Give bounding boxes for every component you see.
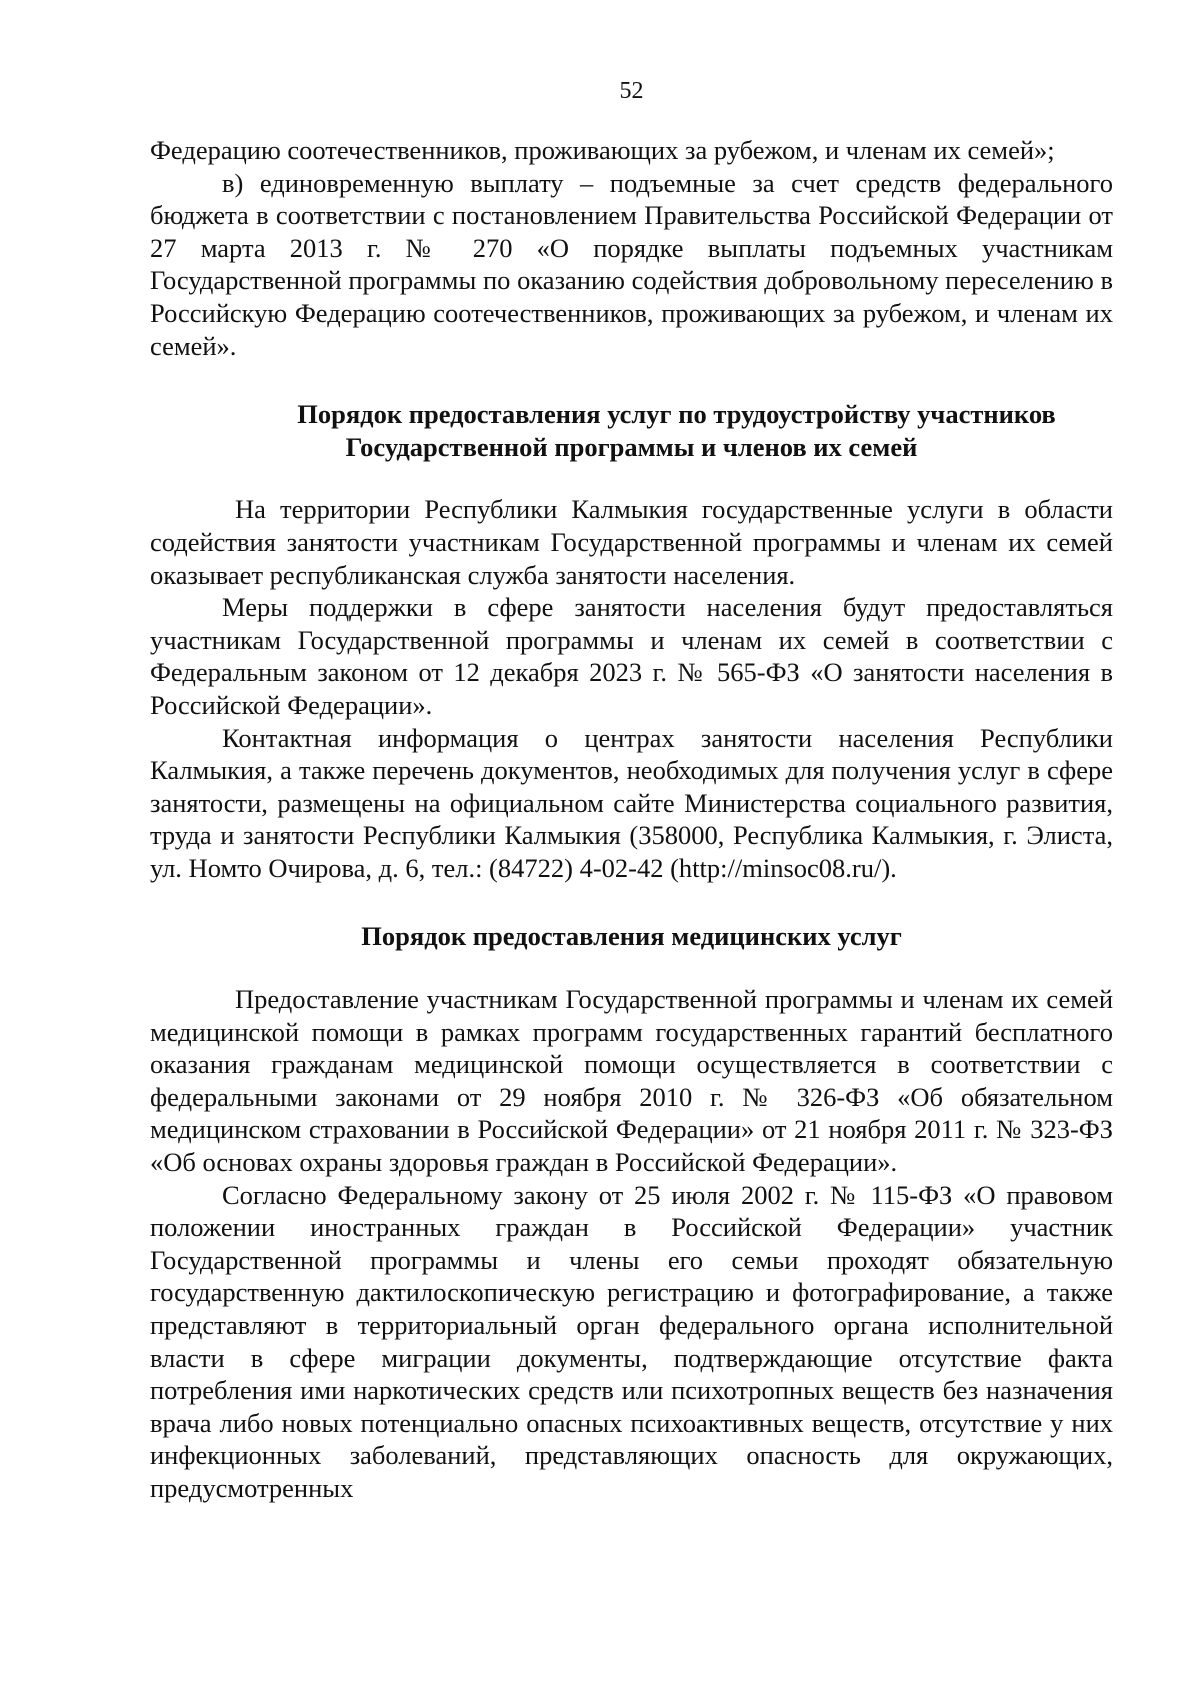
paragraph-employment-services: На территории Республики Калмыкия государственные услуги в области содействия занятости участникам Государственной программы и членам их семей оказывает республиканская служба занятости населения.: [150, 494, 1113, 590]
spacer: [150, 953, 1113, 983]
paragraph-lump-sum-payment: в) единовременную выплату – подъемные за счет средств федерального бюджета в соответствии с постановлением Правительства Российской Федерации от 27 марта 2013 г. № 270 «О порядке выплаты подъемных участникам Государственной программы по оказанию содействия добровольному переселению в Российскую Федерацию соотечественников, проживающих за рубежом, и членам их семей».: [150, 167, 1113, 361]
paragraph-medical-care: Предоставление участникам Государственной программы и членам их семей медицинской помощи в рамках программ государственных гарантий бесплатного оказания гражданам медицинской помощи осуществляется в соответствии с федеральными законами от 29 ноября 2010 г. № 326-ФЗ «Об обязательном медицинском страховании в Российской Федерации» от 21 ноября 2011 г. № 323-ФЗ «Об основах охраны здоровья граждан в Российской Федерации».: [150, 984, 1113, 1178]
spacer: [150, 362, 1113, 398]
spacer: [150, 463, 1113, 493]
paragraph-employment-support: Меры поддержки в сфере занятости населения будут предоставляться участникам Государственной программы и членам их семей в соответствии с Федеральным законом от 12 декабря 2023 г. № 565-ФЗ «О занятости населения в Российской Федерации».: [150, 592, 1113, 720]
document-page: [150, 0, 1113, 1697]
paragraph-registration: Согласно Федеральному закону от 25 июля 2002 г. № 115-ФЗ «О правовом положении иностранных граждан в Российской Федерации» участник Государственной программы и члены его семьи проходят обязательную государственную дактилоскопическую регистрацию и фотографирование, а также представляют в территориальный орган федерального органа исполнительной власти в сфере миграции документы, подтверждающие отсутствие факта потребления ими наркотических средств или психотропных веществ без назначения врача либо новых потенциально опасных психоактивных веществ, отсутствие у них инфекционных заболеваний, представляющих опасность для окружающих, предусмотренных: [150, 1179, 1113, 1503]
section-heading-medical: Порядок предоставления медицинских услуг: [361, 921, 902, 952]
section-heading-employment-line2: Государственной программы и членов их семей: [345, 431, 918, 462]
spacer: [150, 884, 1113, 920]
paragraph-contact-info: Контактная информация о центрах занятости населения Республики Калмыкия, а также перечень документов, необходимых для получения услуг в сфере занятости, размещены на официальном сайте Министерства социального развития, труда и занятости Республики Калмыкия (358000, Республика Калмыкия, г. Элиста, ул. Номто Очирова, д. 6, тел.: (84722) 4-02-42 (http://minsoc08.ru/).: [150, 722, 1113, 883]
document-body: [150, 134, 1113, 1505]
paragraph-continuation: Федерацию соотечественников, проживающих за рубежом, и членам их семей»;: [150, 135, 1055, 165]
section-heading-employment-line1: Порядок предоставления услуг по трудоустройству участников: [297, 399, 1056, 430]
page-number: 52: [619, 78, 644, 104]
